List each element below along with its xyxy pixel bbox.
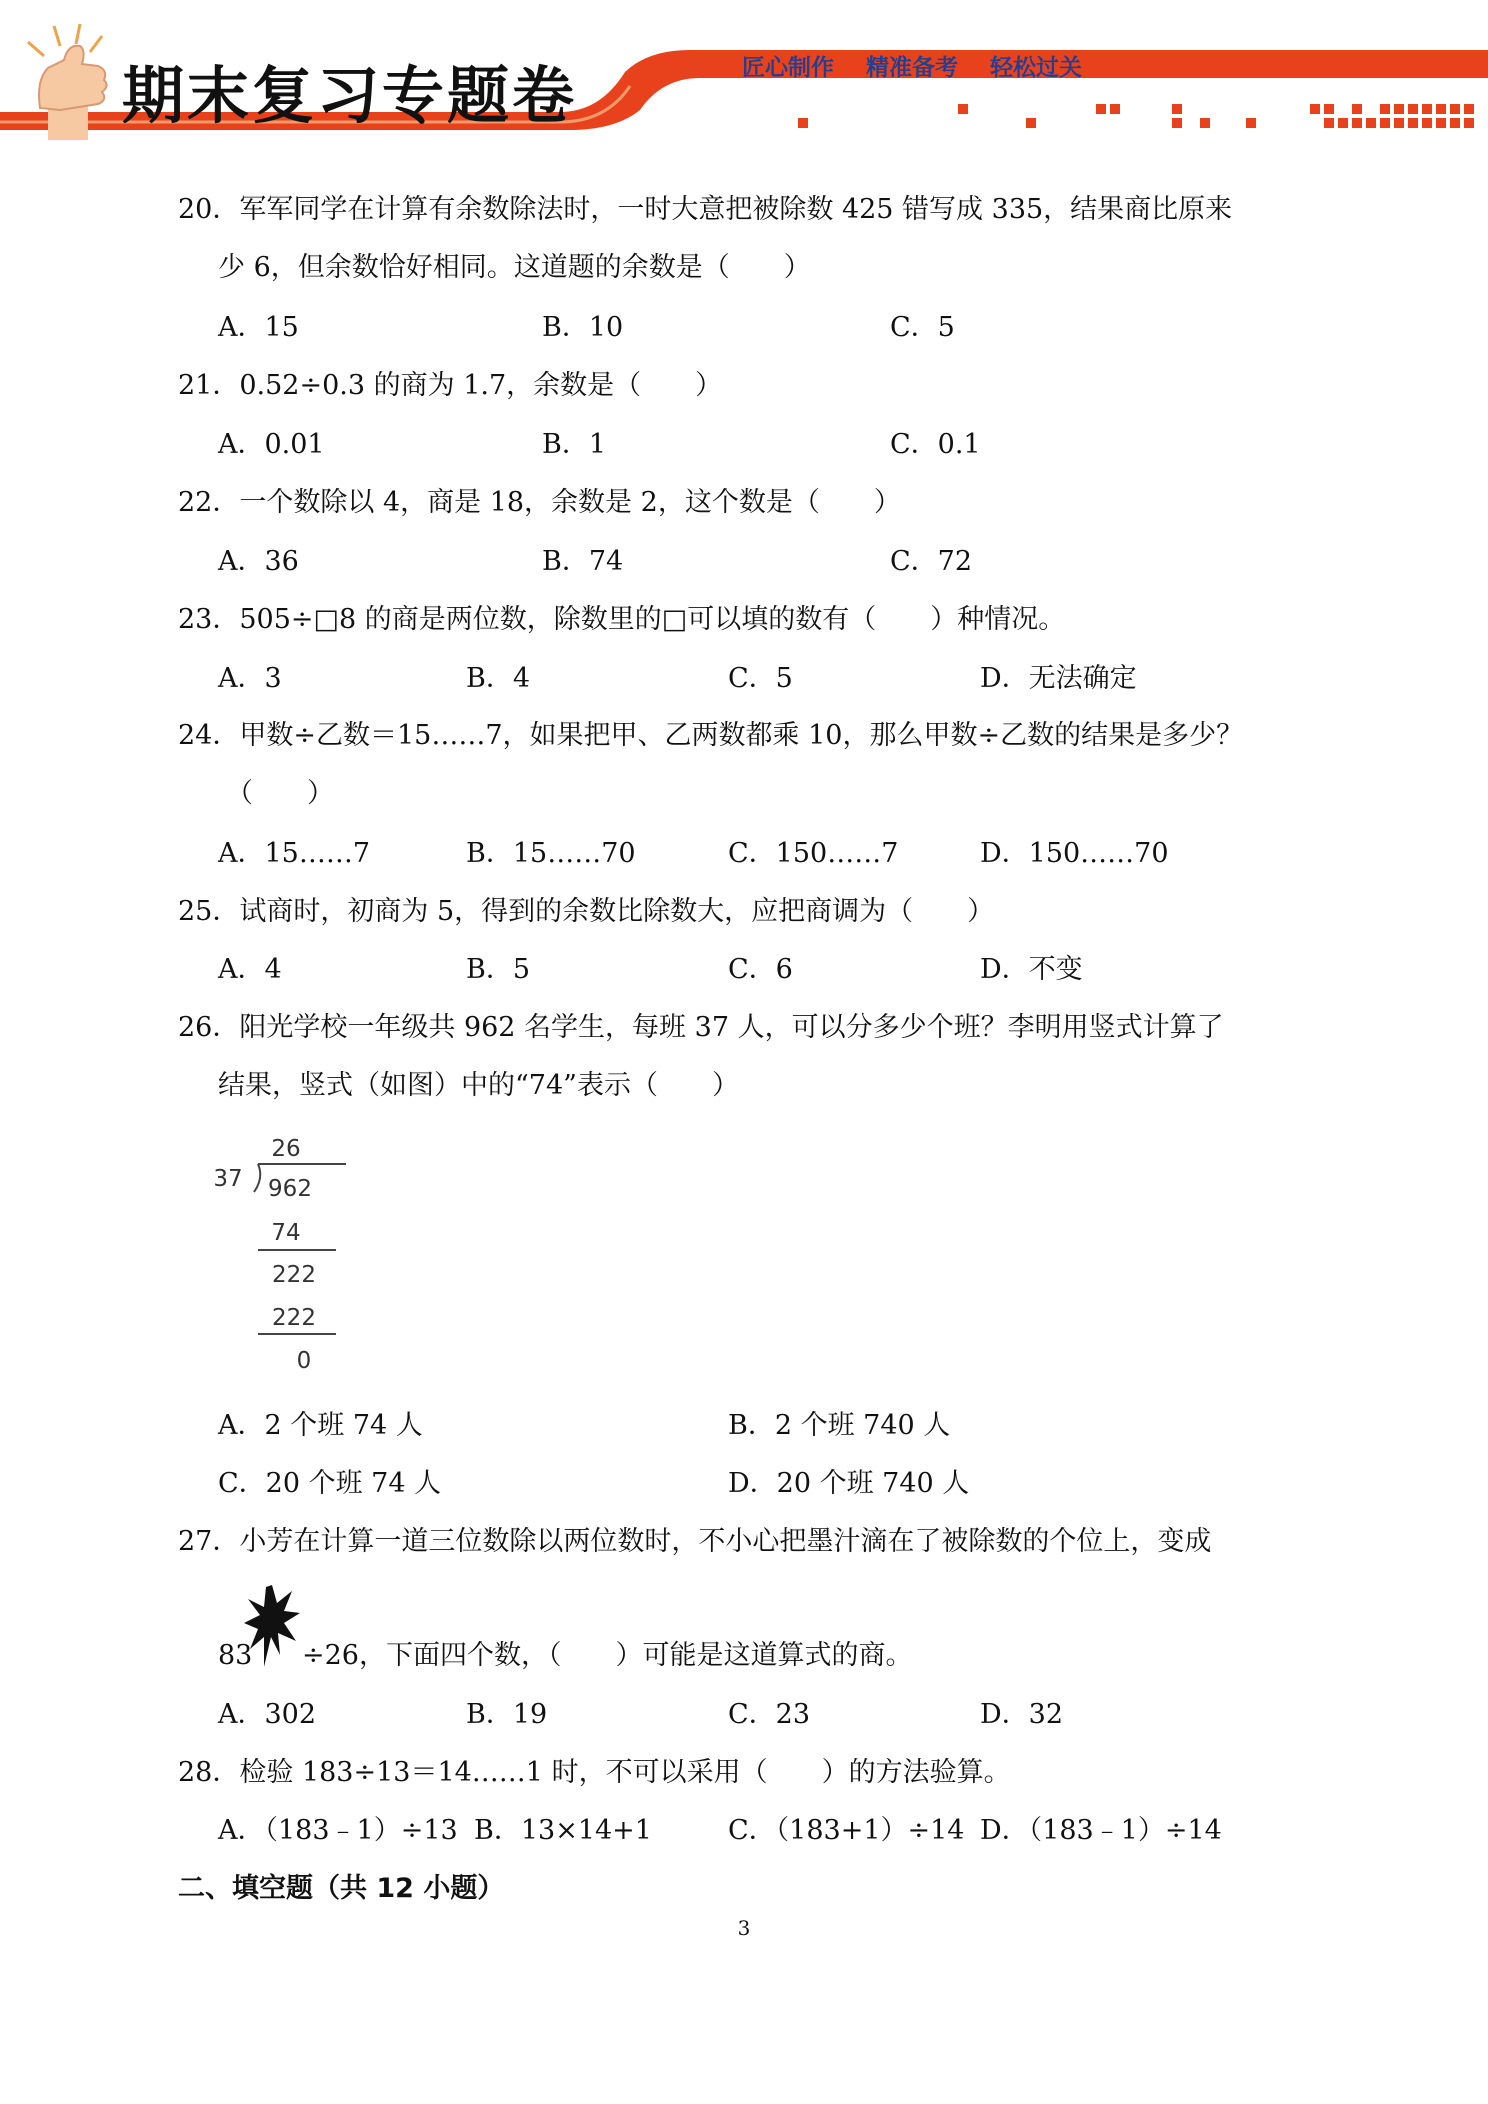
document-title: 期末复习专题卷 (122, 59, 578, 132)
option-d: D．20 个班 740 人 (728, 1468, 970, 1499)
question-stem: 21．0.52÷0.3 的商为 1.7，余数是（ ） (178, 370, 723, 401)
option-d: D．无法确定 (980, 663, 1137, 694)
option-a: A．302 (218, 1699, 317, 1730)
option-c: C．5 (728, 663, 793, 694)
question-stem: 83 (218, 1640, 253, 1671)
page-number: 3 (737, 1916, 751, 1940)
slogan-3: 轻松过关 (990, 55, 1082, 81)
option-b: B．2 个班 740 人 (728, 1410, 951, 1441)
division-step-1: 74 (271, 1220, 301, 1246)
option-c: C．20 个班 74 人 (218, 1468, 442, 1499)
option-d: D．32 (980, 1699, 1064, 1730)
option-c: C．0.1 (890, 429, 981, 460)
option-a: A．2 个班 74 人 (218, 1410, 423, 1441)
question-stem: 27．小芳在计算一道三位数除以两位数时，不小心把墨汁滴在了被除数的个位上，变成 (178, 1526, 1212, 1557)
division-quotient: 26 (271, 1136, 301, 1162)
option-a: A．3 (218, 663, 282, 694)
long-division-figure (210, 1126, 370, 1376)
option-c: C．150……7 (728, 838, 899, 869)
division-divisor: 37 (213, 1166, 243, 1192)
option-b: B．4 (466, 663, 531, 694)
option-b: B．74 (542, 546, 624, 577)
question-stem: ÷26，下面四个数，（ ）可能是这道算式的商。 (302, 1640, 913, 1671)
option-a: A．0.01 (218, 429, 325, 460)
question-stem: （ ） (226, 778, 334, 809)
option-b: B．19 (466, 1699, 548, 1730)
option-b: B．13×14+1 (474, 1815, 652, 1846)
question-stem: 22．一个数除以 4，商是 18，余数是 2，这个数是（ ） (178, 487, 901, 518)
ink-blot-icon (244, 1583, 300, 1669)
option-a: A．4 (218, 954, 282, 985)
division-dividend: 962 (268, 1176, 312, 1202)
option-d: D．150……70 (980, 838, 1169, 869)
option-d: D．不变 (980, 954, 1083, 985)
option-b: B．15……70 (466, 838, 636, 869)
question-stem: 25．试商时，初商为 5，得到的余数比除数大，应把商调为（ ） (178, 896, 995, 927)
option-c: C．72 (890, 546, 973, 577)
option-a: A．15 (218, 312, 299, 343)
question-stem: 少 6，但余数恰好相同。这道题的余数是（ ） (218, 252, 811, 283)
division-remainder: 0 (296, 1348, 312, 1374)
option-c: C．6 (728, 954, 793, 985)
question-stem: 28．检验 183÷13＝14……1 时，不可以采用（ ）的方法验算。 (178, 1757, 1011, 1788)
option-a: A．36 (218, 546, 299, 577)
option-b: B．1 (542, 429, 607, 460)
option-d: D．（183﹣1）÷14 (980, 1815, 1222, 1846)
option-b: B．10 (542, 312, 624, 343)
slogan-2: 精准备考 (866, 55, 958, 81)
option-a: A．（183﹣1）÷13 (218, 1815, 458, 1846)
option-b: B．5 (466, 954, 531, 985)
question-stem: 26．阳光学校一年级共 962 名学生，每班 37 人，可以分多少个班？李明用竖式计算了 (178, 1012, 1224, 1043)
question-stem: 结果，竖式（如图）中的“74”表示（ ） (218, 1070, 739, 1101)
question-stem: 23．505÷□8 的商是两位数，除数里的□可以填的数有（ ）种情况。 (178, 604, 1066, 635)
slogan-1: 匠心制作 (742, 55, 834, 81)
section-heading: 二、填空题（共 12 小题） (178, 1873, 505, 1904)
division-step-2: 222 (272, 1262, 316, 1288)
option-a: A．15……7 (218, 838, 371, 869)
option-c: C．23 (728, 1699, 811, 1730)
division-step-3: 222 (272, 1305, 316, 1331)
option-c: C．（183+1）÷14 (728, 1815, 965, 1846)
question-stem: 20．军军同学在计算有余数除法时，一时大意把被除数 425 错写成 335，结果商比原来 (178, 194, 1233, 225)
option-c: C．5 (890, 312, 955, 343)
question-stem: 24．甲数÷乙数＝15……7，如果把甲、乙两数都乘 10，那么甲数÷乙数的结果是多少？ (178, 720, 1244, 751)
